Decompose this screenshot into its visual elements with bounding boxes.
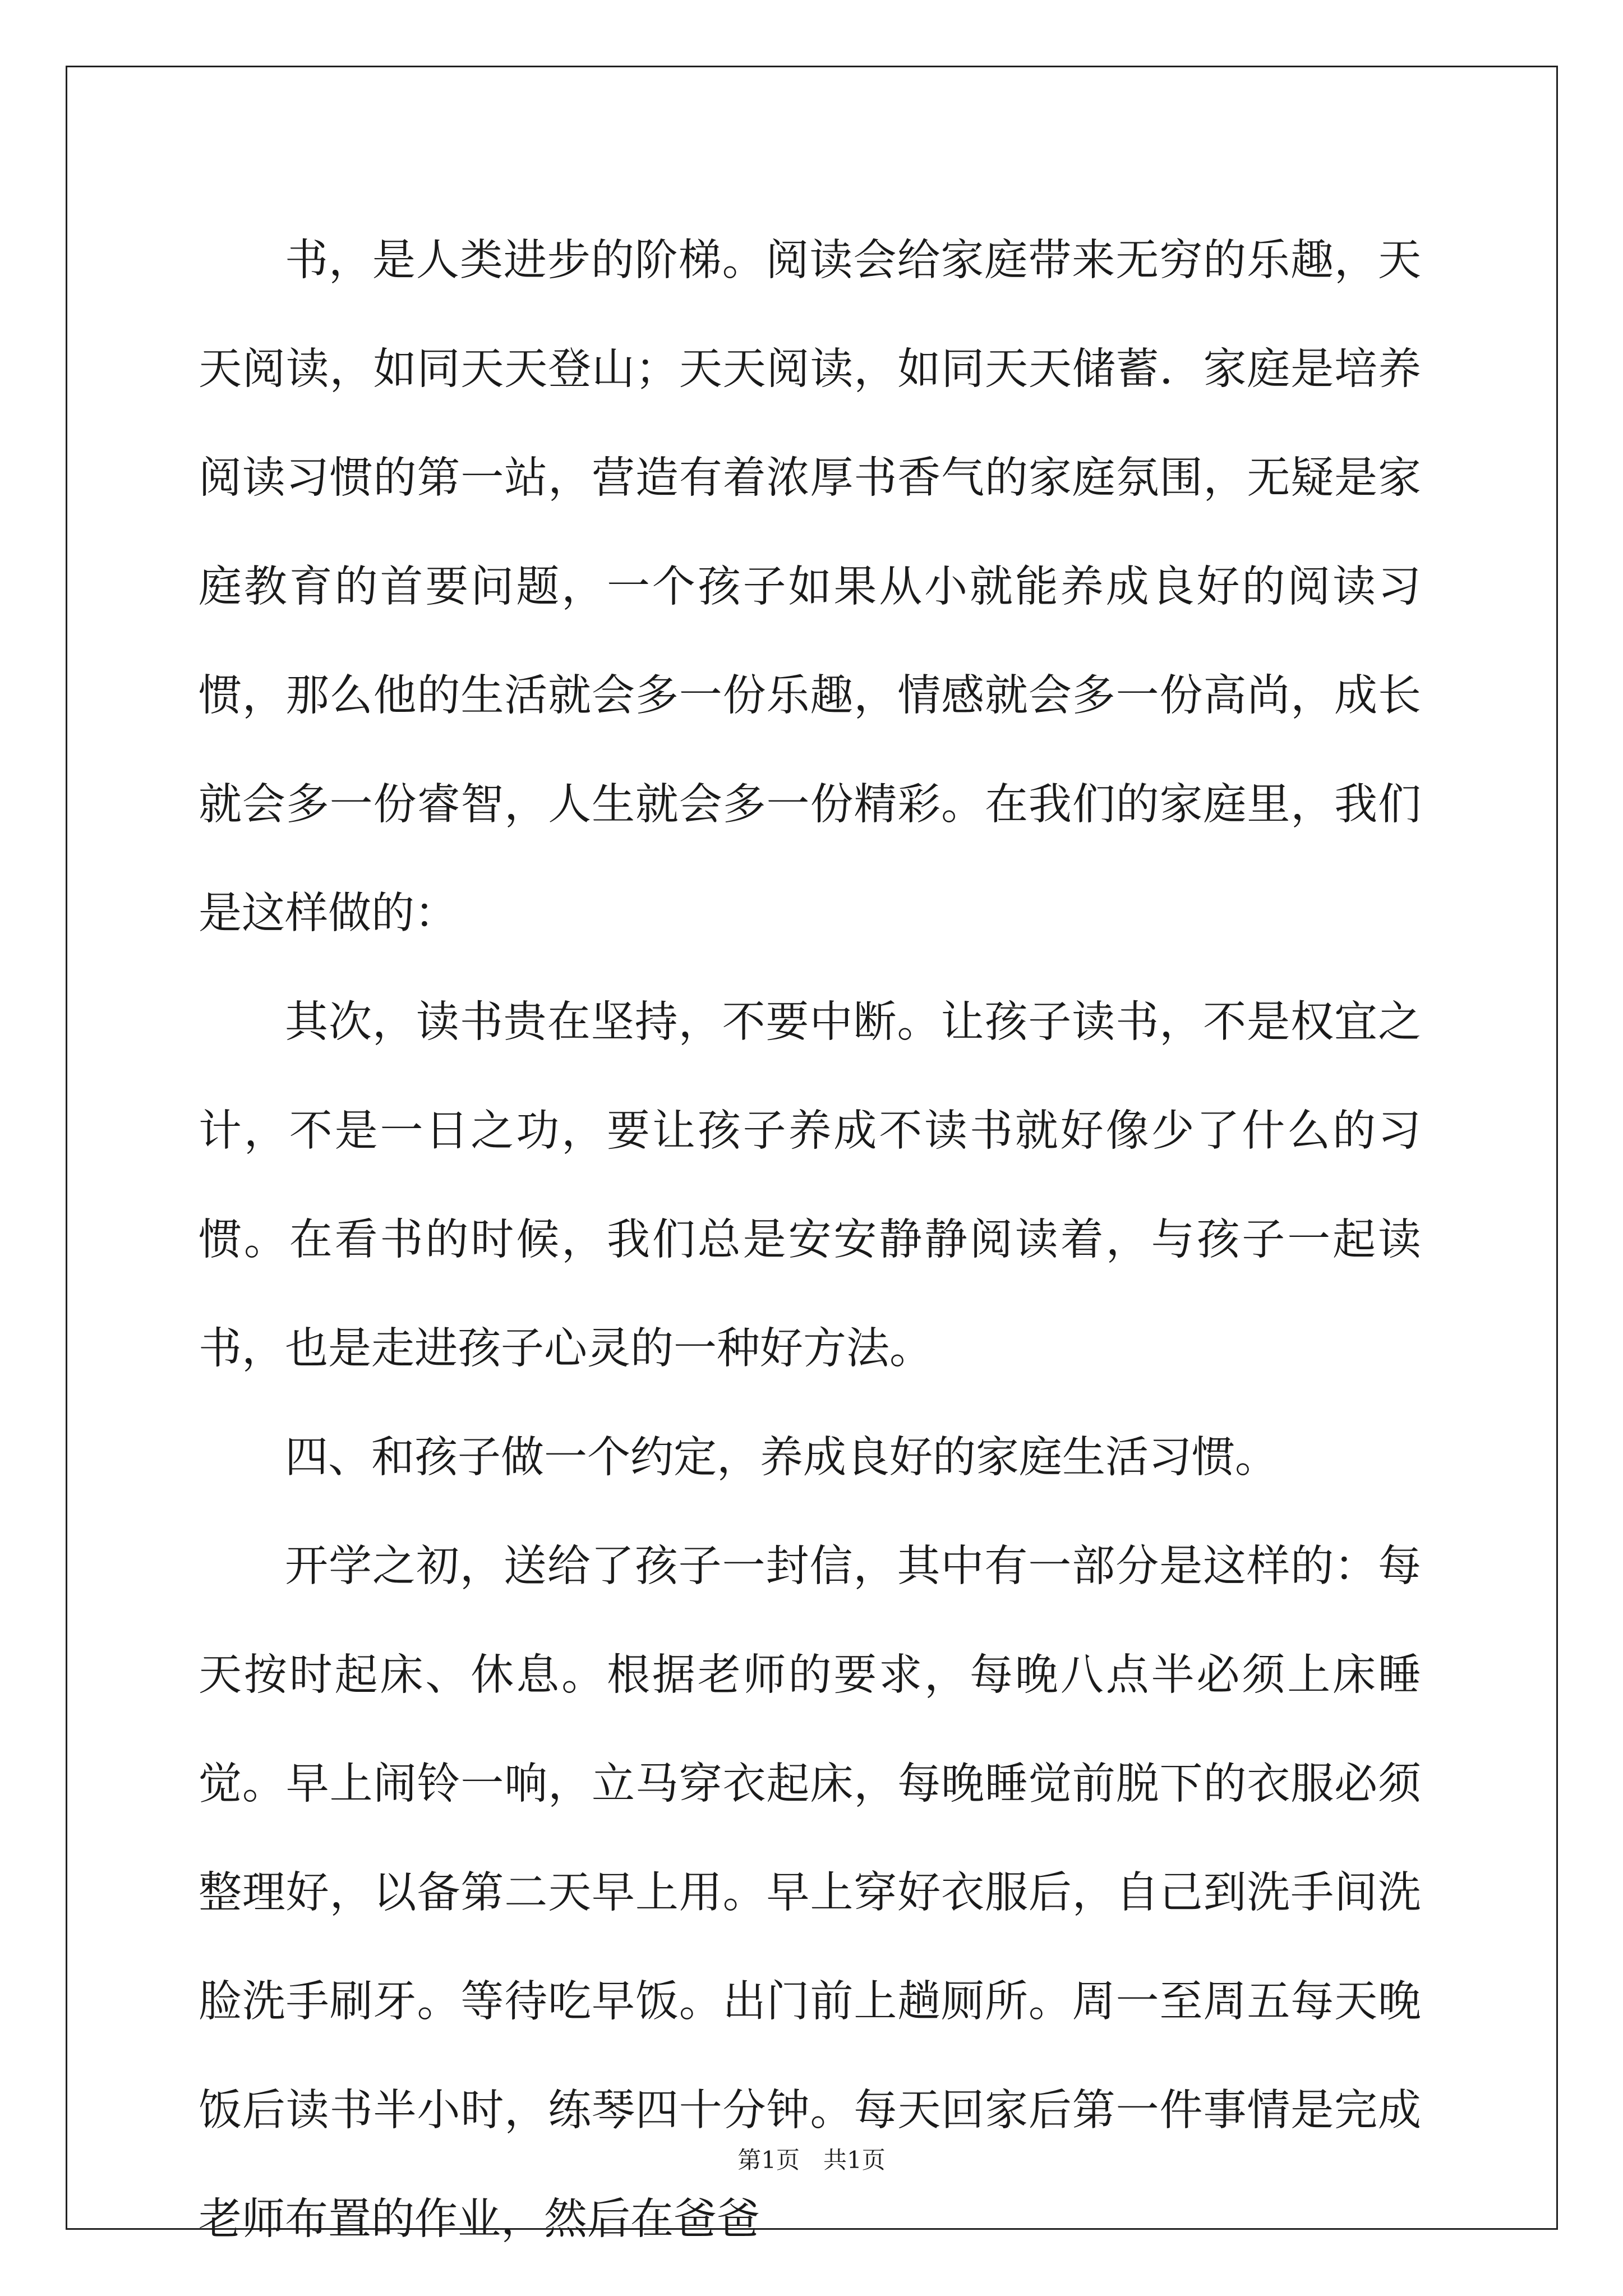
paragraph-2: 其次，读书贵在坚持，不要中断。让孩子读书，不是权宜之计，不是一日之功，要让孩子养成不读书就好像少了什么的习惯。在看书的时候，我们总是安安静静阅读着，与孩子一起读书，也是走进孩子心灵的一种好方法。 (199, 997, 1421, 1374)
paragraph-4: 开学之初，送给了孩子一封信，其中有一部分是这样的：每天按时起床、休息。根据老师的要求，每晚八点半必须上床睡觉。早上闹铃一响，立马穿衣起床，每晚睡觉前脱下的衣服必须整理好，以备第二天早上用。早上穿好衣服后，自己到洗手间洗脸洗手刷牙。等待吃早饭。出门前上趟厕所。周一至周五每天晚饭后读书半小时，练琴四十分钟。每天回家后第一件事情是完成老师布置的作业，然后在爸爸 (199, 1542, 1421, 2244)
paragraph-3: 四、和孩子做一个约定，养成良好的家庭生活习惯。 (285, 1433, 1278, 1483)
page-footer: 第1页 共1页 (737, 2146, 886, 2174)
paragraph-1: 书，是人类进步的阶梯。阅读会给家庭带来无穷的乐趣，天天阅读，如同天天登山；天天阅读，如同天天储蓄．家庭是培养阅读习惯的第一站，营造有着浓厚书香气的家庭氛围，无疑是家庭教育的首要问题，一个孩子如果从小就能养成良好的阅读习惯，那么他的生活就会多一份乐趣，情感就会多一份高尚，成长就会多一份睿智，人生就会多一份精彩。在我们的家庭里，我们是这样做的： (199, 236, 1421, 938)
document-body (199, 206, 1421, 2274)
